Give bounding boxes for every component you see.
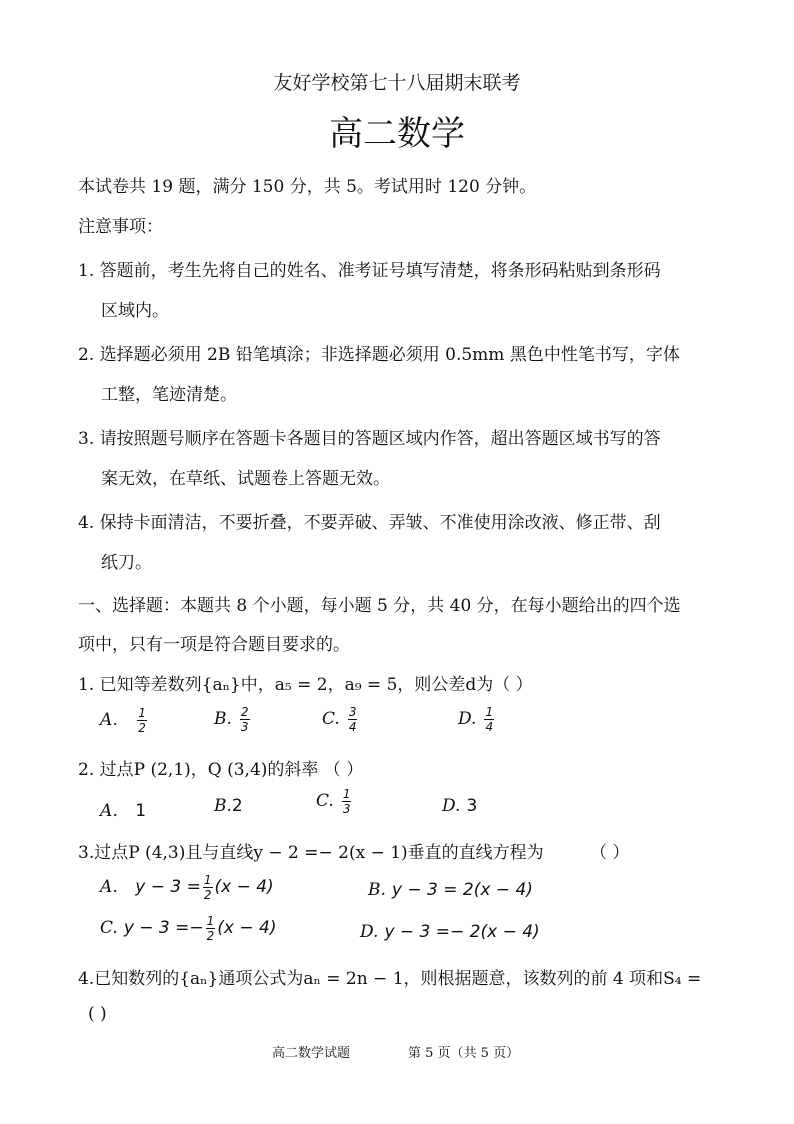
fraction-numerator: 3	[348, 705, 357, 719]
question-3-stem: 3.过点P (4,3)且与直线y − 2 =− 2(x − 1)垂直的直线方程为	[78, 843, 544, 863]
option-expression: y − 3 = 2(x − 4)	[391, 880, 533, 900]
question-3-option-b	[368, 880, 533, 900]
notice-item-3-cont: 案无效，在草纸、试题卷上答题无效。	[101, 469, 390, 489]
footer-subject: 高二数学试题	[272, 1046, 351, 1061]
question-3-option-c	[100, 914, 276, 943]
option-label: D.	[442, 796, 461, 816]
fraction-denominator: 3	[342, 802, 351, 816]
option-label: C.	[100, 918, 118, 938]
notice-title: 注意事项：	[78, 217, 163, 237]
question-1-option-b	[214, 705, 252, 734]
fraction-denominator: 2	[206, 929, 215, 943]
option-label: B.	[214, 796, 232, 816]
question-4-blank: ( )	[88, 1004, 107, 1024]
option-value: 1	[135, 801, 147, 821]
fraction	[203, 873, 213, 902]
question-3-blank: （ ）	[590, 843, 630, 863]
fraction-denominator: 2	[138, 721, 146, 735]
question-2-option-d	[442, 796, 477, 816]
question-2-option-b	[214, 796, 243, 816]
option-label: B.	[368, 880, 386, 900]
option-value: 2	[231, 796, 243, 816]
fraction-denominator: 2	[203, 888, 212, 902]
fraction-numerator: 1	[485, 705, 494, 719]
fraction-numerator: 1	[203, 873, 212, 887]
fraction-numerator: 1	[342, 787, 351, 801]
option-label: C.	[316, 791, 334, 811]
notice-item-2-cont: 工整，笔迹清楚。	[101, 385, 237, 405]
option-label: A．	[100, 877, 130, 897]
question-1-option-a	[100, 705, 149, 735]
notice-item-4-cont: 纸刀。	[101, 553, 152, 573]
option-label: D.	[360, 922, 379, 942]
option-label: A．	[100, 710, 130, 730]
fraction-denominator: 4	[485, 720, 494, 734]
footer-page-number: 第 5 页（共 5 页）	[408, 1046, 520, 1061]
page-title: 高二数学	[329, 114, 465, 154]
notice-item-3: 3. 请按照题号顺序在答题卡各题目的答题区域内作答，超出答题区域书写的答	[78, 429, 661, 449]
option-expression-right: (x − 4)	[214, 877, 274, 897]
fraction	[137, 706, 147, 735]
fraction	[484, 705, 494, 734]
question-3-option-d	[360, 922, 540, 942]
option-expression: y − 3 =− 2(x − 4)	[384, 922, 540, 942]
notice-item-2: 2. 选择题必须用 2B 铅笔填涂；非选择题必须用 0.5mm 黑色中性笔书写，字体	[78, 345, 680, 365]
fraction	[348, 705, 358, 734]
option-expression-left: y − 3 =−	[123, 918, 204, 938]
option-label: D.	[458, 709, 477, 729]
notice-item-4: 4. 保持卡面清洁，不要折叠，不要弄破、弄皱、不准使用涂改液、修正带、刮	[78, 513, 661, 533]
option-label: B.	[214, 709, 232, 729]
section-heading: 一、选择题：本题共 8 个小题，每小题 5 分，共 40 分，在每小题给出的四个选	[78, 596, 681, 616]
question-1-option-d	[458, 705, 496, 734]
exam-name: 友好学校第七十八届期末联考	[273, 72, 521, 94]
option-label: A．	[100, 801, 130, 821]
fraction	[240, 705, 250, 734]
section-heading-cont: 项中，只有一项是符合题目要求的。	[78, 635, 350, 655]
question-2-option-c	[316, 787, 353, 816]
exam-intro: 本试卷共 19 题，满分 150 分，共 5。考试用时 120 分钟。	[78, 177, 537, 197]
question-2-option-a	[100, 796, 146, 821]
notice-item-1: 1. 答题前，考生先将自己的姓名、准考证号填写清楚，将条形码粘贴到条形码	[78, 261, 661, 281]
notice-item-1-cont: 区域内。	[101, 301, 169, 321]
fraction-numerator: 2	[240, 705, 249, 719]
option-expression-left: y − 3 =	[135, 877, 201, 897]
question-1-stem: 1. 已知等差数列{aₙ}中，a₅ = 2，a₉ = 5，则公差d为（ ）	[78, 675, 533, 695]
fraction	[206, 914, 216, 943]
question-4-stem: 4.已知数列的{aₙ}通项公式为aₙ = 2n − 1，则根据题意，该数列的前 4 项和S₄ =	[78, 969, 702, 989]
question-1-option-c	[322, 705, 359, 734]
fraction-numerator: 1	[206, 914, 215, 928]
option-value: 3	[466, 796, 478, 816]
fraction	[342, 787, 352, 816]
question-3-option-a	[100, 872, 274, 902]
fraction-denominator: 3	[240, 720, 249, 734]
option-label: C.	[322, 709, 340, 729]
question-2-stem: 2. 过点P (2,1)，Q (3,4)的斜率 （ ）	[78, 760, 364, 780]
option-expression-right: (x − 4)	[217, 918, 277, 938]
fraction-numerator: 1	[138, 706, 146, 720]
fraction-denominator: 4	[348, 720, 357, 734]
